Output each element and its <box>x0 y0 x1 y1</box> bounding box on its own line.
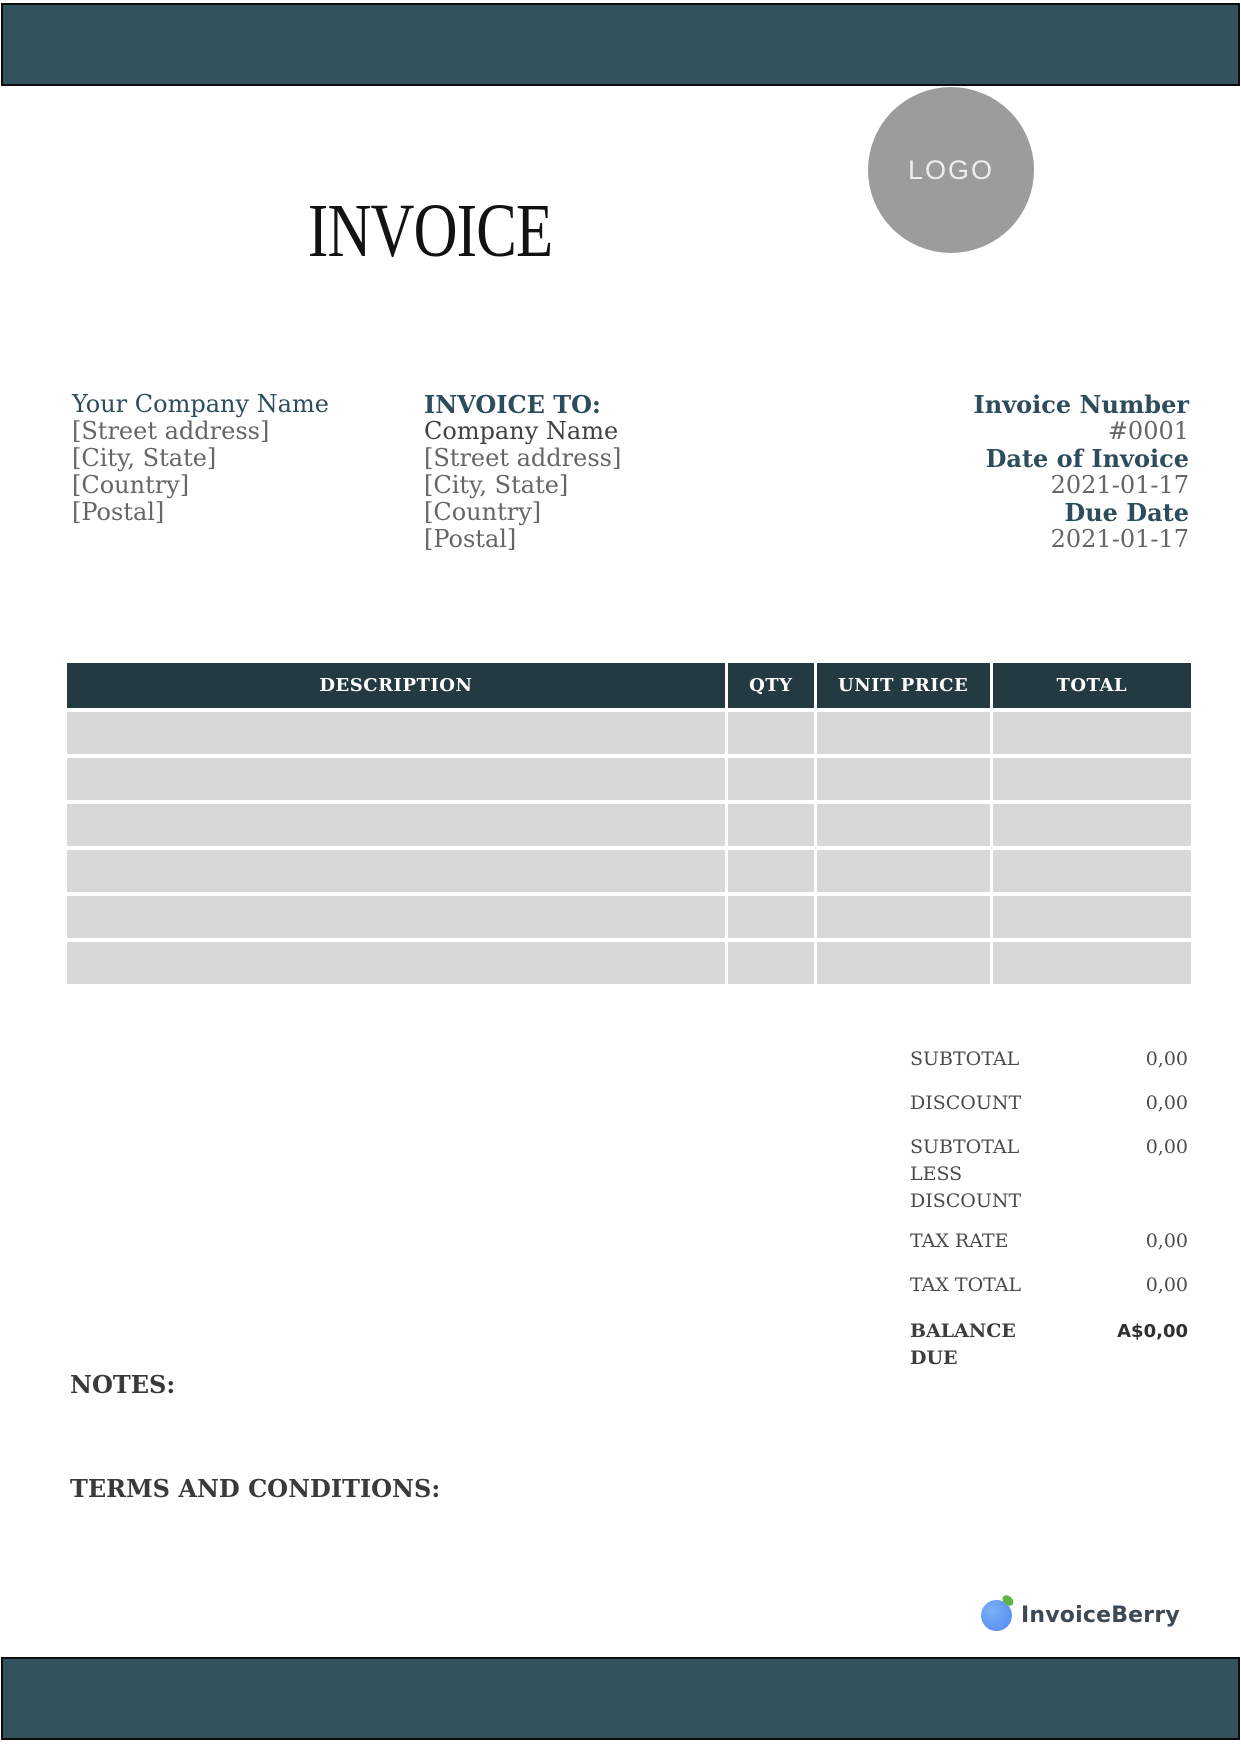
sender-company-name: Your Company Name <box>72 390 329 418</box>
line-items-table <box>64 659 1194 988</box>
summary-row-tax-rate <box>910 1228 1188 1255</box>
summary-value: 0,00 <box>1145 1274 1188 1296</box>
notes-heading: NOTES: <box>70 1370 176 1399</box>
table-cell-empty <box>993 942 1191 984</box>
table-header-row <box>67 663 1191 708</box>
table-cell-empty <box>67 804 725 846</box>
column-header-qty: QTY <box>728 663 814 708</box>
table-cell-empty <box>993 896 1191 938</box>
summary-value: 0,00 <box>1145 1230 1188 1252</box>
table-cell-empty <box>817 850 990 892</box>
table-cell-empty <box>728 758 814 800</box>
summary-row-subtotal <box>910 1046 1188 1073</box>
table-cell-empty <box>993 804 1191 846</box>
table-cell-empty <box>728 896 814 938</box>
client-company-name: Company Name <box>424 417 619 445</box>
column-header-description: DESCRIPTION <box>67 663 725 708</box>
due-date-label: Due Date <box>1064 498 1189 527</box>
summary-row-discount <box>910 1090 1188 1117</box>
invoice-to-block <box>424 391 621 553</box>
summary-row-tax-total <box>910 1272 1188 1299</box>
summary-row-balance-due <box>910 1318 1188 1372</box>
table-cell-empty <box>728 804 814 846</box>
page-title: INVOICE <box>308 189 553 273</box>
invoice-number-value: #0001 <box>1107 417 1189 445</box>
bottom-accent-bar <box>1 1657 1240 1740</box>
logo-placeholder <box>868 87 1034 253</box>
summary-label: SUBTOTAL <box>910 1048 1020 1070</box>
summary-value: 0,00 <box>1145 1048 1188 1070</box>
table-row <box>67 942 1191 984</box>
sender-street: [Street address] <box>72 417 270 445</box>
table-cell-empty <box>817 758 990 800</box>
summary-label: TAX RATE <box>910 1230 1009 1252</box>
summary-label: DISCOUNT <box>910 1092 1022 1114</box>
table-cell-empty <box>817 896 990 938</box>
table-cell-empty <box>817 942 990 984</box>
summary-value: 0,00 <box>1145 1136 1188 1158</box>
invoice-date-label: Date of Invoice <box>985 444 1189 473</box>
column-header-total: TOTAL <box>993 663 1191 708</box>
summary-label: TAX TOTAL <box>910 1274 1022 1296</box>
top-accent-bar <box>1 3 1240 86</box>
sender-city-state: [City, State] <box>72 444 217 472</box>
table-cell-empty <box>817 804 990 846</box>
column-header-unit-price: UNIT PRICE <box>817 663 990 708</box>
table-cell-empty <box>67 896 725 938</box>
table-cell-empty <box>67 942 725 984</box>
table-row <box>67 850 1191 892</box>
client-city-state: [City, State] <box>424 471 569 499</box>
invoiceberry-logo-icon <box>981 1600 1012 1631</box>
summary-value: 0,00 <box>1145 1092 1188 1114</box>
table-row <box>67 712 1191 754</box>
sender-block <box>72 391 329 526</box>
table-row <box>67 758 1191 800</box>
summary-row-subtotal-less-discount <box>910 1134 1188 1215</box>
invoiceberry-brand <box>981 1600 1180 1631</box>
table-cell-empty <box>67 712 725 754</box>
table-cell-empty <box>67 758 725 800</box>
table-cell-empty <box>993 758 1191 800</box>
terms-heading: TERMS AND CONDITIONS: <box>70 1474 441 1503</box>
table-row <box>67 896 1191 938</box>
table-cell-empty <box>728 850 814 892</box>
table-cell-empty <box>728 942 814 984</box>
summary-label: SUBTOTAL LESS DISCOUNT <box>910 1136 1022 1212</box>
table-cell-empty <box>728 712 814 754</box>
logo-placeholder-text: LOGO <box>907 154 995 185</box>
table-cell-empty <box>993 850 1191 892</box>
table-cell-empty <box>993 712 1191 754</box>
invoice-date-value: 2021-01-17 <box>1050 471 1189 499</box>
table-cell-empty <box>817 712 990 754</box>
client-postal: [Postal] <box>424 525 517 553</box>
sender-postal: [Postal] <box>72 498 165 526</box>
table-cell-empty <box>67 850 725 892</box>
line-items-body <box>67 712 1191 984</box>
sender-country: [Country] <box>72 471 190 499</box>
summary-label: BALANCE DUE <box>910 1320 1016 1369</box>
invoice-to-heading: INVOICE TO: <box>424 390 601 419</box>
due-date-value: 2021-01-17 <box>1050 525 1189 553</box>
invoiceberry-brand-name: InvoiceBerry <box>1021 1603 1180 1628</box>
client-country: [Country] <box>424 498 542 526</box>
summary-value: A$0,00 <box>1117 1321 1188 1342</box>
invoice-meta-block <box>974 391 1189 553</box>
invoice-number-label: Invoice Number <box>973 390 1189 419</box>
table-row <box>67 804 1191 846</box>
client-street: [Street address] <box>424 444 622 472</box>
